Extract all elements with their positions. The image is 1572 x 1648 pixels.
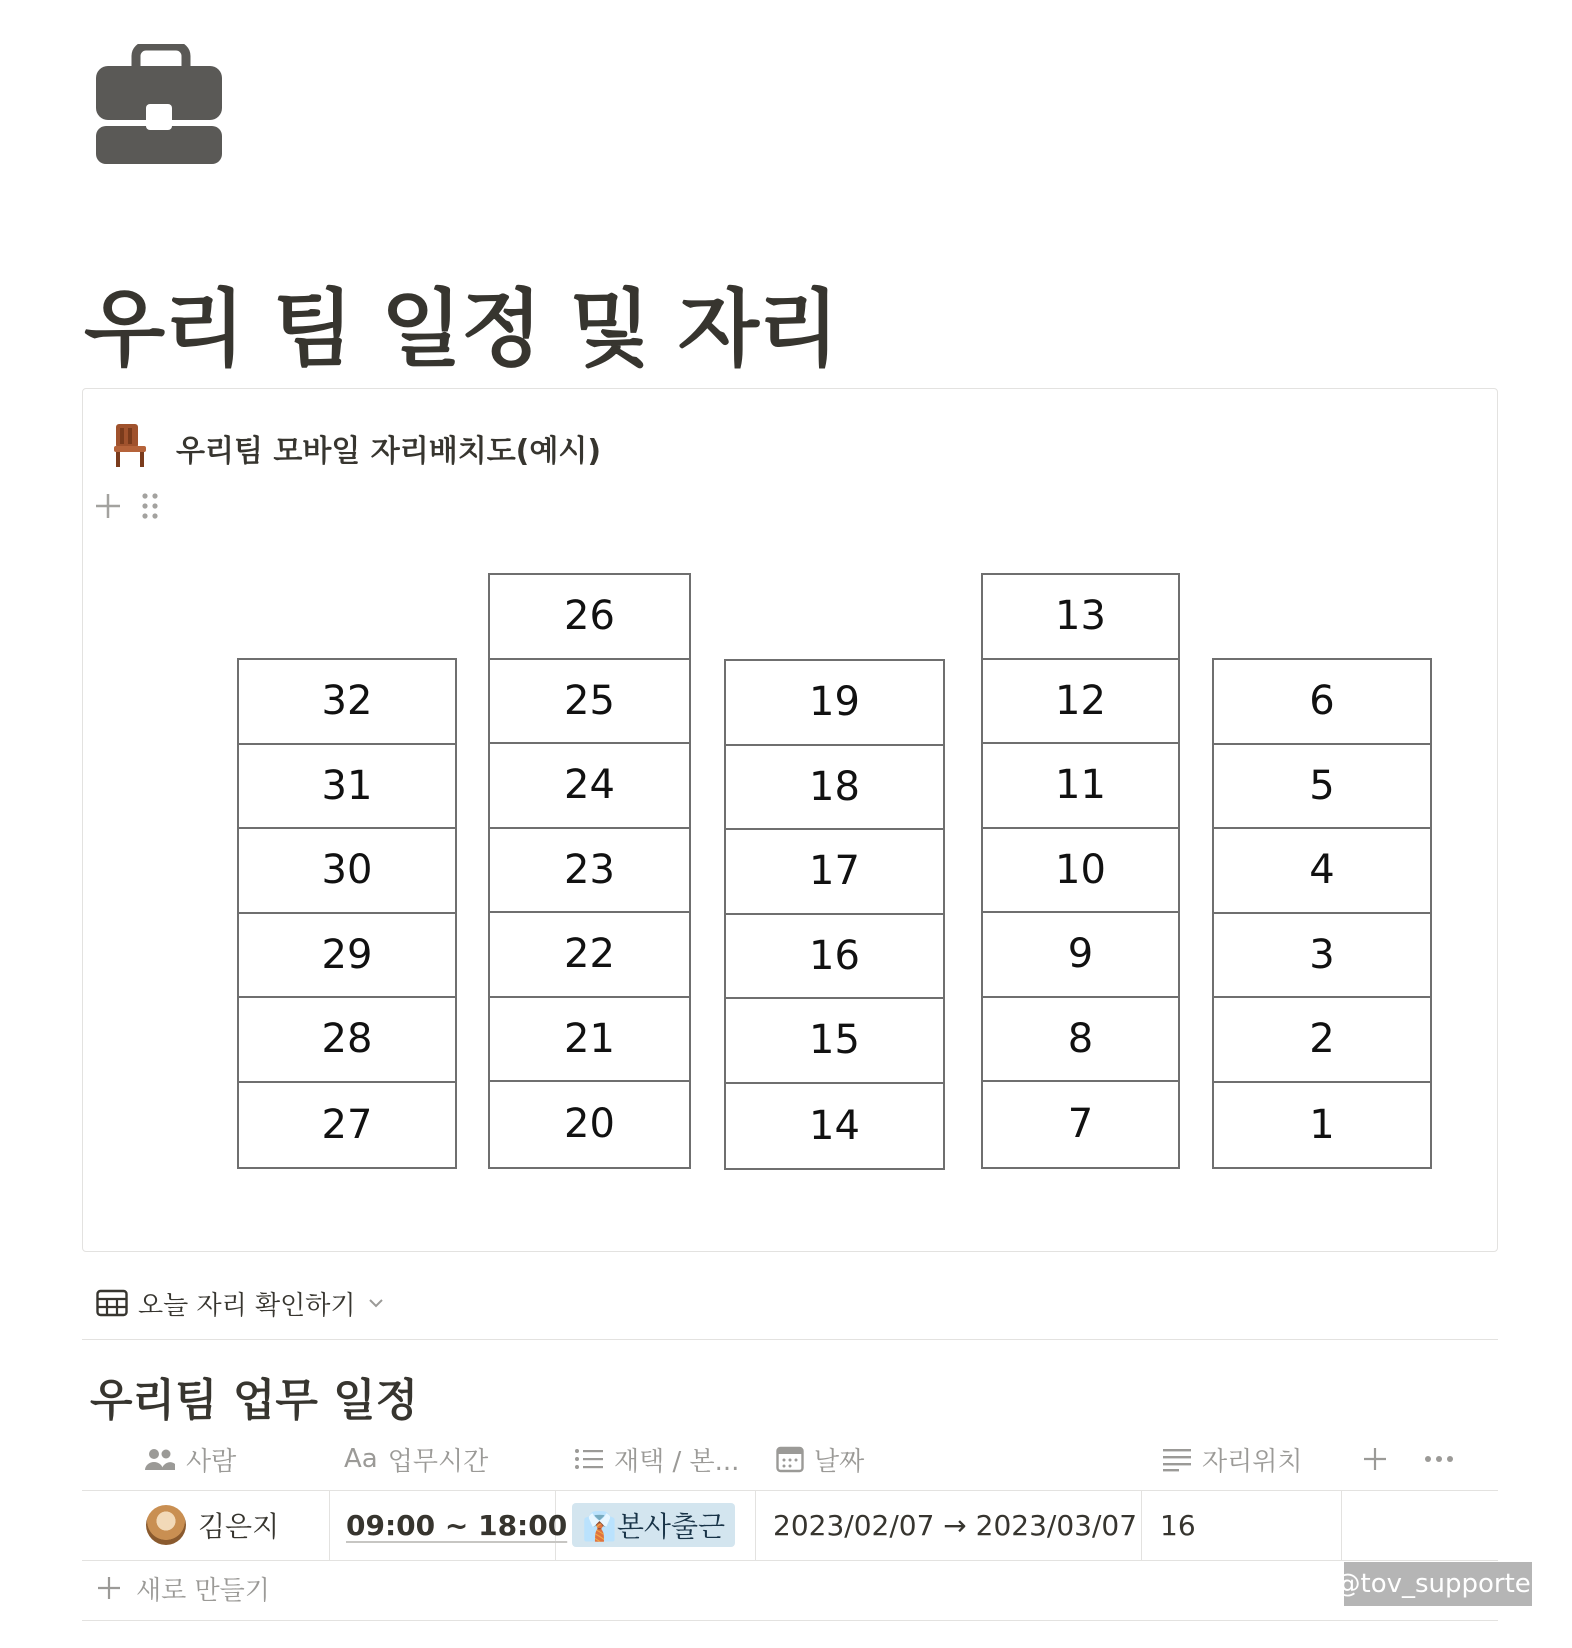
table-row-seat[interactable]	[1160, 1500, 1196, 1550]
seat: 25	[490, 660, 689, 745]
seat: 22	[490, 913, 689, 998]
add-property-icon[interactable]	[1362, 1446, 1388, 1472]
seat: 13	[983, 575, 1178, 660]
seat-column-5	[1212, 658, 1432, 1169]
header-seat[interactable]	[1162, 1434, 1302, 1484]
plus-icon	[96, 1575, 122, 1601]
header-person-label: 사람	[186, 1446, 237, 1477]
page-title: 우리 팀 일정 및 자리	[84, 280, 839, 378]
seat: 32	[239, 660, 455, 745]
view-tab-label: 오늘 자리 확인하기	[138, 1290, 356, 1321]
seat-column-1	[237, 658, 457, 1169]
seat: 24	[490, 744, 689, 829]
header-person[interactable]	[144, 1434, 236, 1484]
seat: 1	[1309, 1101, 1335, 1148]
seat: 30	[239, 829, 455, 914]
table-divider	[82, 1620, 1498, 1621]
seat: 14	[809, 1102, 860, 1149]
seat: 7	[1067, 1101, 1094, 1148]
add-block-icon[interactable]	[92, 490, 124, 522]
seat: 20	[564, 1101, 615, 1148]
worktime-value: 09:00 ~ 18:00	[346, 1508, 568, 1542]
seat: 29	[239, 914, 455, 999]
seat: 4	[1214, 829, 1430, 914]
header-remote[interactable]	[574, 1434, 739, 1484]
seat: 10	[983, 829, 1178, 914]
seat: 26	[490, 575, 689, 660]
seat-column-4	[981, 573, 1180, 1169]
seat-column-3	[724, 659, 945, 1170]
seat: 16	[726, 915, 943, 1000]
text-lines-icon	[1162, 1446, 1192, 1472]
people-icon	[144, 1446, 176, 1472]
column-divider	[755, 1490, 756, 1560]
new-row-label: 새로 만들기	[136, 1575, 270, 1606]
table-row-date[interactable]	[773, 1500, 1137, 1550]
table-row-remote[interactable]	[572, 1500, 735, 1550]
seat: 15	[726, 999, 943, 1084]
callout-title: 우리팀 모바일 자리배치도(예시)	[176, 434, 602, 469]
table-divider	[82, 1560, 1498, 1561]
seat: 18	[726, 746, 943, 831]
seat: 5	[1214, 745, 1430, 830]
database-title: 우리팀 업무 일정	[90, 1375, 419, 1426]
seat: 2	[1214, 998, 1430, 1083]
seat: 12	[983, 660, 1178, 745]
seat: 31	[239, 745, 455, 830]
chevron-down-icon[interactable]	[365, 1292, 387, 1314]
more-icon[interactable]	[1424, 1454, 1454, 1464]
seat: 3	[1214, 914, 1430, 999]
calendar-icon	[776, 1445, 804, 1473]
seat: 17	[726, 830, 943, 915]
column-divider	[329, 1490, 330, 1560]
header-remote-label: 재택 / 본...	[614, 1446, 740, 1477]
seat: 9	[983, 913, 1178, 998]
list-icon	[574, 1447, 604, 1471]
table-row-worktime[interactable]	[346, 1500, 567, 1550]
person-name: 김은지	[198, 1510, 280, 1543]
seat: 6	[1214, 660, 1430, 745]
header-date-label: 날짜	[814, 1446, 865, 1477]
seat: 23	[490, 829, 689, 914]
seat: 27	[321, 1101, 373, 1148]
header-worktime[interactable]	[344, 1434, 488, 1484]
date-value: 2023/02/07 → 2023/03/07	[773, 1508, 1138, 1542]
status-badge: 👔본사출근	[572, 1503, 735, 1547]
table-icon	[96, 1289, 128, 1317]
watermark: @tov_supporter	[1344, 1562, 1532, 1606]
seat: 28	[239, 998, 455, 1083]
seat: 19	[726, 661, 943, 746]
view-tab-today-seat[interactable]	[96, 1283, 387, 1323]
seat: 11	[983, 744, 1178, 829]
column-divider	[1141, 1490, 1142, 1560]
column-divider	[1341, 1490, 1342, 1560]
text-property-icon: Aa	[344, 1444, 378, 1474]
seat-column-2	[488, 573, 691, 1169]
divider	[82, 1339, 1498, 1340]
avatar	[146, 1505, 186, 1545]
seat-value: 16	[1160, 1508, 1196, 1542]
new-row-button[interactable]	[96, 1568, 270, 1608]
header-date[interactable]	[776, 1434, 864, 1484]
table-row-person[interactable]	[146, 1500, 279, 1550]
briefcase-icon	[96, 44, 226, 166]
header-seat-label: 자리위치	[1202, 1446, 1303, 1477]
seat: 21	[490, 998, 689, 1083]
seat: 8	[983, 998, 1178, 1083]
table-divider	[82, 1490, 1498, 1491]
header-worktime-label: 업무시간	[387, 1446, 489, 1477]
drag-handle-icon[interactable]	[138, 490, 162, 522]
chair-icon	[110, 422, 150, 468]
